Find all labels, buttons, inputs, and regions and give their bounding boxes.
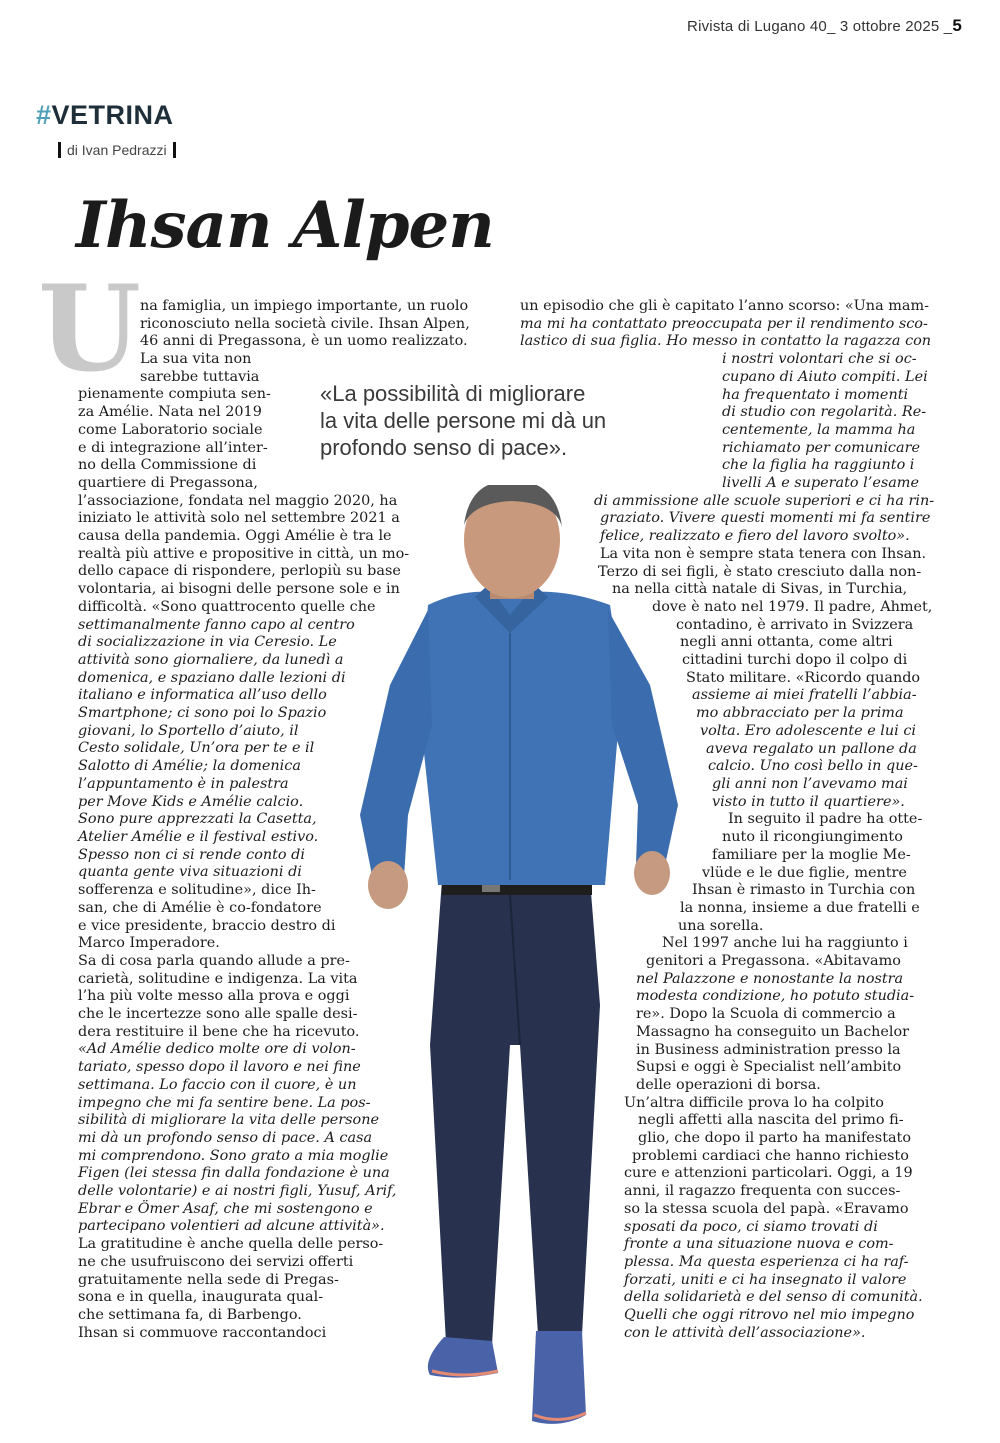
- text-line: per Move Kids e Amélie calcio.: [78, 793, 304, 810]
- text-line: negli affetti alla nascita del primo fi-: [638, 1112, 904, 1129]
- text-line: glio, che dopo il parto ha manifestato: [638, 1130, 912, 1147]
- text-line: Cesto solidale, Un’ora per te e il: [78, 740, 315, 757]
- running-header: Rivista di Lugano 40_ 3 ottobre 2025 _: [687, 18, 953, 35]
- text-line: gli anni non l’avevamo mai: [712, 775, 908, 792]
- text-line: negli anni ottanta, come altri: [680, 634, 893, 651]
- text-line: so la stessa scuola del papà. «Eravamo: [624, 1200, 909, 1217]
- pull-quote-line: profondo senso di pace».: [320, 435, 568, 460]
- section-hash: #: [36, 100, 52, 130]
- text-line: della solidarietà e del senso di comunità.: [624, 1289, 923, 1306]
- text-line: impegno che mi fa sentire bene. La pos-: [78, 1094, 371, 1111]
- text-line: e vice presidente, braccio destro di: [78, 917, 336, 934]
- text-line: nuto il ricongiungimento: [722, 829, 903, 846]
- text-line: italiano e informatica all’uso dello: [78, 687, 327, 704]
- text-line: sofferenza e solitudine», dice Ih-: [78, 882, 316, 899]
- text-line: pienamente compiuta sen-: [78, 386, 271, 403]
- text-line: genitori a Pregassona. «Abitavamo: [646, 953, 901, 970]
- text-line: quartiere di Pregassona,: [78, 474, 258, 491]
- text-line: giovani, lo Sportello d’aiuto, il: [78, 722, 299, 739]
- text-line: che settimana fa, di Barbengo.: [78, 1306, 302, 1323]
- text-line: graziato. Vivere questi momenti mi fa sentire: [600, 510, 931, 527]
- text-line: gratuitamente nella sede di Pregas-: [78, 1271, 339, 1288]
- text-line: Smartphone; ci sono poi lo Spazio: [78, 705, 327, 722]
- text-line: cittadini turchi dopo il colpo di: [682, 652, 908, 669]
- pull-quote: [320, 380, 606, 461]
- text-line: felice, realizzato e fiero del lavoro svolto».: [600, 528, 910, 545]
- pull-quote-line: «La possibilità di migliorare: [320, 381, 586, 406]
- text-line: fronte a una situazione nuova e com-: [624, 1236, 894, 1253]
- text-line: sona e in quella, inaugurata qual-: [78, 1289, 324, 1306]
- text-line: dera restituire il bene che ha ricevuto.: [78, 1023, 360, 1040]
- text-line: za Amélie. Nata nel 2019: [78, 404, 262, 421]
- text-line: l’ha più volte messo alla prova e oggi: [78, 988, 350, 1005]
- text-line: causa della pandemia. Oggi Amélie è tra le: [78, 528, 392, 545]
- text-line: partecipano volentieri ad alcune attività».: [78, 1218, 385, 1235]
- text-line: una sorella.: [678, 917, 764, 934]
- text-line: Atelier Amélie e il festival estivo.: [78, 828, 319, 845]
- text-line: familiare per la moglie Me-: [712, 846, 911, 863]
- text-line: Ihsan si commuove raccontandoci: [78, 1324, 327, 1341]
- right-arm: [608, 610, 678, 865]
- text-line: cupano di Aiuto compiti. Lei: [722, 368, 928, 385]
- text-line: Spesso non ci si rende conto di: [78, 846, 305, 863]
- text-line: san, che di Amélie è co-fondatore: [78, 899, 322, 916]
- text-line: La gratitudine è anche quella delle perso-: [78, 1236, 384, 1253]
- text-line: Figen (lei stessa fin dalla fondazione è una: [78, 1165, 390, 1182]
- text-line: Nel 1997 anche lui ha raggiunto i: [662, 935, 908, 952]
- right-shoe: [532, 1331, 586, 1424]
- text-line: dello capace di rispondere, perlopiù su base: [78, 563, 401, 580]
- text-line: tariato, spesso dopo il lavoro e nei fine: [78, 1059, 361, 1076]
- text-line: ne che usufruiscono dei servizi offerti: [78, 1253, 354, 1270]
- text-line: problemi cardiaci che hanno richiesto: [632, 1147, 909, 1164]
- text-line: con le attività dell’associazione».: [624, 1324, 866, 1341]
- text-line: attività sono giornaliere, da lunedì a: [78, 651, 344, 668]
- trousers: [430, 880, 600, 1345]
- article-title: Ihsan Alpen: [76, 188, 494, 263]
- text-line: «Ad Amélie dedico molte ore di volon-: [78, 1041, 356, 1058]
- text-line: lastico di sua figlia. Ho messo in contatto la ragazza con: [520, 333, 932, 350]
- text-line: settimanalmente fanno capo al centro: [78, 616, 355, 633]
- text-line: di socializzazione in via Ceresio. Le: [78, 634, 337, 651]
- text-line: forzati, uniti e ci ha insegnato il valore: [624, 1271, 907, 1288]
- text-line: che le incertezze sono alle spalle desi-: [78, 1006, 358, 1023]
- text-line: carietà, solitudine e indigenza. La vita: [78, 970, 358, 987]
- text-line: di ammissione alle scuole superiori e ci ha rin-: [594, 492, 935, 509]
- text-line: in Business administration presso la: [636, 1041, 901, 1058]
- text-line: iniziato le attività solo nel settembre 2021 a: [78, 510, 400, 527]
- text-line: un episodio che gli è capitato l’anno scorso: «Una mam-: [520, 298, 929, 314]
- text-line: l’appuntamento è in palestra: [78, 775, 289, 792]
- text-line: Quelli che oggi ritrovo nel mio impegno: [624, 1307, 915, 1324]
- text-line: difficoltà. «Sono quattrocento quelle che: [78, 598, 376, 615]
- text-line: no della Commissione di: [78, 457, 257, 474]
- text-line: contadino, è arrivato in Svizzera: [676, 616, 914, 633]
- text-line: livelli A e superato l’esame: [722, 475, 919, 492]
- text-line: dove è nato nel 1979. Il padre, Ahmet,: [652, 598, 933, 615]
- text-line: sarebbe tuttavia: [140, 368, 260, 385]
- text-line: quanta gente viva situazioni di: [78, 864, 302, 881]
- text-line: mi comprendono. Sono grato a mia moglie: [78, 1147, 389, 1164]
- text-line: ma mi ha contattato preoccupata per il rendimento sco-: [520, 315, 928, 332]
- text-line: mo abbracciato per la prima: [696, 705, 904, 722]
- text-line: na famiglia, un impiego importante, un ruolo: [140, 298, 469, 314]
- text-line: richiamato per comunicare: [722, 439, 920, 456]
- page-header: [687, 16, 962, 36]
- text-line: visto in tutto il quartiere».: [712, 793, 905, 810]
- text-line: volta. Ero adolescente e lui ci: [700, 722, 917, 739]
- text-line: mi dà un profondo senso di pace. A casa: [78, 1129, 373, 1146]
- text-line: re». Dopo la Scuola di commercio a: [636, 1006, 896, 1023]
- text-line: Terzo di sei figli, è stato cresciuto dalla non-: [598, 563, 922, 580]
- portrait-photo: [360, 485, 690, 1435]
- text-line: Massagno ha conseguito un Bachelor: [636, 1023, 910, 1040]
- text-line: sposati da poco, ci siamo trovati di: [624, 1218, 878, 1235]
- text-line: Stato militare. «Ricordo quando: [686, 669, 921, 686]
- text-line: plessa. Ma questa esperienza ci ha raf-: [624, 1253, 909, 1270]
- text-line: i nostri volontari che si oc-: [722, 351, 917, 368]
- text-line: La vita non è sempre stata tenera con Ihsan.: [600, 545, 927, 562]
- page-number: 5: [952, 16, 962, 35]
- text-line: l’associazione, fondata nel maggio 2020, ha: [78, 492, 398, 509]
- text-line: modesta condizione, ho potuto studia-: [636, 988, 915, 1005]
- text-line: centemente, la mamma ha: [722, 421, 916, 438]
- text-line: la nonna, insieme a due fratelli e: [680, 899, 920, 916]
- text-line: come Laboratorio sociale: [78, 421, 263, 438]
- text-line: e di integrazione all’inter-: [78, 439, 268, 456]
- text-line: delle operazioni di borsa.: [636, 1076, 821, 1093]
- text-line: che la figlia ha raggiunto i: [722, 457, 915, 474]
- pull-quote-line: la vita delle persone mi dà un: [320, 408, 607, 433]
- text-line: La sua vita non: [140, 351, 252, 367]
- text-line: riconosciuto nella società civile. Ihsan Alpen,: [140, 315, 470, 332]
- text-line: di studio con regolarità. Re-: [722, 404, 927, 421]
- section-name: VETRINA: [51, 100, 174, 130]
- text-line: cure e attenzioni particolari. Oggi, a 19: [624, 1165, 913, 1182]
- text-line: Sa di cosa parla quando allude a pre-: [78, 952, 350, 969]
- text-line: na nella città natale di Sivas, in Turchia,: [612, 581, 908, 598]
- left-arm: [360, 610, 432, 877]
- text-line: sibilità di migliorare la vita delle persone: [78, 1112, 379, 1129]
- byline: di Ivan Pedrazzi: [58, 142, 176, 158]
- text-line: Un’altra difficile prova lo ha colpito: [624, 1094, 884, 1111]
- text-line: Supsi e oggi è Specialist nell’ambito: [636, 1059, 902, 1076]
- text-line: anni, il ragazzo frequenta con succes-: [624, 1183, 901, 1200]
- shirt: [420, 592, 622, 885]
- text-line: nel Palazzone e nonostante la nostra: [636, 970, 904, 987]
- drop-cap: U: [38, 259, 141, 398]
- text-line: delle volontarie) e ai nostri figli, Yusuf, Arif,: [78, 1183, 397, 1200]
- text-line: volontaria, ai bisogni delle persone sole e in: [78, 581, 400, 598]
- text-line: domenica, e spaziano dalle lezioni di: [78, 669, 346, 686]
- text-line: assieme ai miei fratelli l’abbia-: [692, 687, 917, 704]
- text-line: settimana. Lo faccio con il cuore, è un: [78, 1076, 357, 1093]
- text-line: 46 anni di Pregassona, è un uomo realizzato.: [140, 333, 468, 350]
- text-line: aveva regalato un pallone da: [706, 740, 917, 757]
- text-line: In seguito il padre ha otte-: [728, 811, 923, 828]
- text-line: Salotto di Amélie; la domenica: [78, 758, 301, 775]
- text-line: ha frequentato i momenti: [722, 386, 909, 403]
- text-line: Sono pure apprezzati la Casetta,: [78, 811, 317, 828]
- text-line: Ebrar e Ömer Asaf, che mi sostengono e: [78, 1200, 373, 1217]
- text-line: realtà più attive e propositive in città, un mo-: [78, 545, 410, 562]
- section-label: [36, 100, 174, 131]
- text-line: calcio. Uno così bello in que-: [708, 758, 918, 775]
- text-line: Ihsan è rimasto in Turchia con: [692, 882, 916, 899]
- text-line: vlüde e le due figlie, mentre: [702, 864, 907, 881]
- text-line: Marco Imperadore.: [78, 935, 220, 952]
